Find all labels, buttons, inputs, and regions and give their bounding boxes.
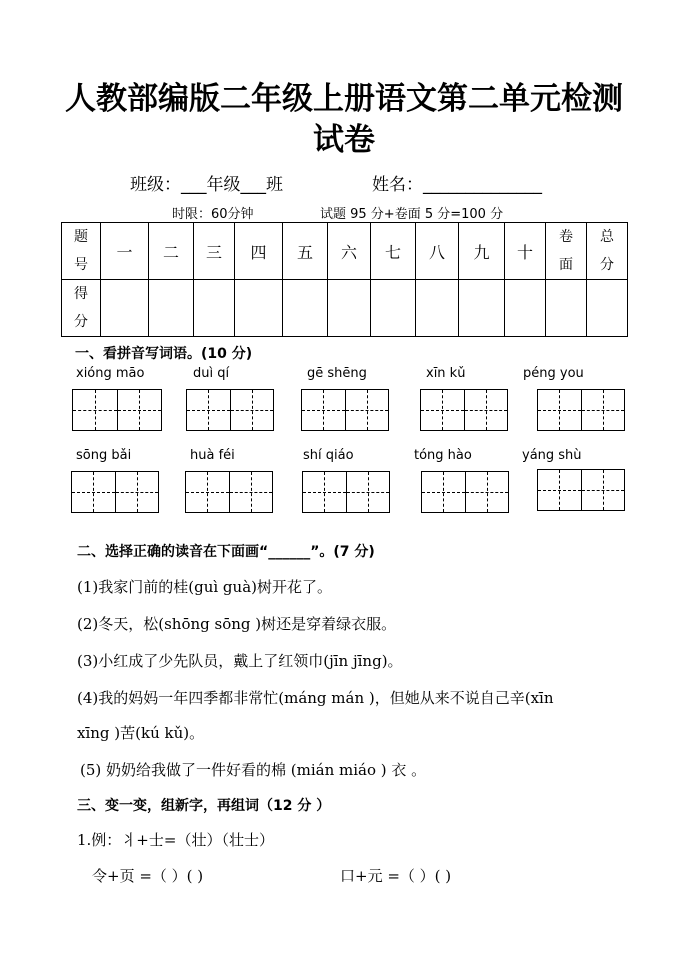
col-header: 六 (328, 223, 371, 280)
pinyin-label: xīn kǔ (426, 366, 466, 381)
col-header-total: 总分 (587, 223, 628, 280)
compose-item: 口+元 =（ ）( ) (340, 867, 452, 885)
page-title-line1: 人教部编版二年级上册语文第二单元检测 (65, 81, 623, 117)
writing-grid[interactable] (186, 389, 274, 431)
section3-title: 三、变一变，组新字，再组词（12 分 ） (77, 798, 331, 814)
question-2: (2)冬天，松(shōng sōng )树还是穿着绿衣服。 (77, 615, 397, 633)
time-limit: 时限：60分钟 (172, 207, 254, 222)
writing-grid[interactable] (301, 389, 389, 431)
col-header: 七 (371, 223, 416, 280)
score-cell[interactable] (505, 280, 546, 337)
col-header: 九 (459, 223, 505, 280)
row-header-question: 题号 (62, 223, 101, 280)
col-header: 三 (194, 223, 235, 280)
col-header: 十 (505, 223, 546, 280)
score-cell[interactable] (587, 280, 628, 337)
question-4-cont: xīng )苦(kú kǔ)。 (77, 724, 205, 742)
pinyin-label: xióng māo (76, 366, 145, 381)
question-1: (1)我家门前的桂(guì guà)树开花了。 (77, 578, 332, 596)
col-header: 四 (235, 223, 283, 280)
writing-grid[interactable] (302, 471, 390, 513)
pinyin-label: huà féi (190, 448, 235, 463)
score-cell[interactable] (283, 280, 328, 337)
pinyin-label: yáng shù (522, 448, 582, 463)
writing-grid[interactable] (71, 471, 159, 513)
pinyin-label: duì qí (193, 366, 230, 381)
score-cell[interactable] (416, 280, 459, 337)
pinyin-label: tóng hào (414, 448, 472, 463)
writing-grid[interactable] (421, 471, 509, 513)
writing-grid[interactable] (537, 469, 625, 511)
section1-title: 一、看拼音写词语。(10 分) (75, 346, 253, 362)
score-cell[interactable] (149, 280, 194, 337)
writing-grid[interactable] (537, 389, 625, 431)
col-header-juanmian: 卷面 (546, 223, 587, 280)
question-5: (5) 奶奶给我做了一件好看的棉 (mián miáo ) 衣 。 (80, 761, 427, 779)
example-line: 1.例：丬+士=（壮）（壮士） (77, 831, 274, 849)
question-3: (3)小红成了少先队员，戴上了红领巾(jīn jīng)。 (77, 652, 403, 670)
row-header-score: 得分 (62, 280, 101, 337)
table-row (62, 280, 628, 337)
writing-grid[interactable] (420, 389, 508, 431)
table-row (62, 223, 628, 280)
question-4: (4)我的妈妈一年四季都非常忙(máng mán )，但她从来不说自己辛(xīn (77, 689, 554, 707)
col-header: 八 (416, 223, 459, 280)
pinyin-label: sōng bǎi (76, 448, 132, 463)
class-field: 班级：___年级___班 (130, 175, 283, 195)
pinyin-label: shí qiáo (303, 448, 354, 463)
score-cell[interactable] (101, 280, 149, 337)
compose-item: 令+页 =（ ）( ) (92, 867, 204, 885)
name-field: 姓名：______________ (372, 175, 542, 195)
score-cell[interactable] (194, 280, 235, 337)
section2-title: 二、选择正确的读音在下面画“______”。(7 分) (77, 544, 375, 560)
col-header: 二 (149, 223, 194, 280)
col-header: 五 (283, 223, 328, 280)
score-cell[interactable] (328, 280, 371, 337)
writing-grid[interactable] (185, 471, 273, 513)
writing-grid[interactable] (72, 389, 162, 431)
score-table (61, 222, 628, 337)
score-cell[interactable] (459, 280, 505, 337)
score-cell[interactable] (371, 280, 416, 337)
score-cell[interactable] (546, 280, 587, 337)
score-cell[interactable] (235, 280, 283, 337)
col-header: 一 (101, 223, 149, 280)
pinyin-label: gē shēng (307, 366, 367, 381)
score-info: 试题 95 分+卷面 5 分=100 分 (320, 207, 504, 222)
pinyin-label: péng you (523, 366, 584, 381)
page-title-line2: 试卷 (313, 122, 375, 158)
